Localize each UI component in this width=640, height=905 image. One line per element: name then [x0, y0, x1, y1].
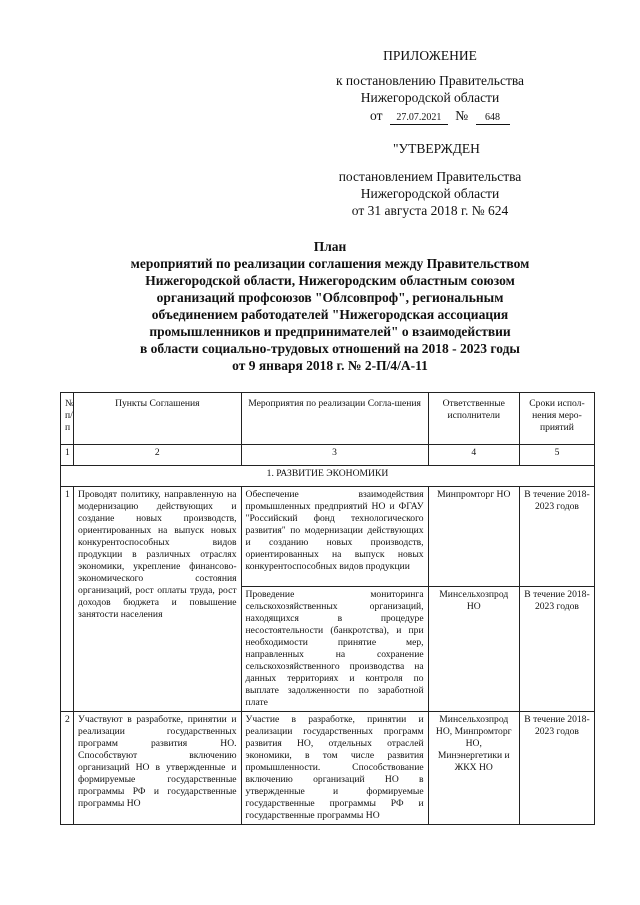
title-line-5: объединением работодателей "Нижегородская ассоциация	[151, 307, 509, 322]
col-header-executors: Ответственные исполнители	[428, 393, 519, 445]
col-header-number: № п/п	[61, 393, 74, 445]
row-number: 2	[61, 712, 74, 825]
approved-line-1: постановлением Правительства	[338, 169, 522, 184]
decree-line-1: к постановлению Правительства	[335, 73, 525, 88]
table-row	[61, 712, 595, 825]
col-number: 2	[74, 445, 241, 466]
activity-text: Участие в разработке, принятии и реализации государственных программ развития НО, отдельных отраслей экономики, в том числе развития промышленности. Способствование включению организаций НО в утвержденные и формируемые государственные программы РФ и государственные программы НО	[241, 712, 428, 825]
activity-executor: Минсельхозпрод НО	[428, 587, 519, 712]
col-number: 3	[241, 445, 428, 466]
title-line-8: от 9 января 2018 г. № 2-П/4/А-11	[232, 358, 428, 373]
col-header-activities: Мероприятия по реализации Согла-шения	[241, 393, 428, 445]
approved-label: "УТВЕРЖДЕН	[393, 141, 480, 156]
column-number-row	[61, 445, 595, 466]
col-header-points: Пункты Соглашения	[74, 393, 241, 445]
agreement-point: Проводят политику, направленную на модернизацию действующих и создание новых производств, ориентированных на выпуск новых конкурентоспособных видов продукции в различных отраслях экономики, укрепление финансово-экономического состояния организаций, рост оплаты труда, рост доходов бюджета и повышение занятости населения	[74, 487, 241, 712]
decree-date-number	[370, 107, 510, 125]
appendix-title: ПРИЛОЖЕНИЕ	[383, 48, 477, 63]
section-title: 1. РАЗВИТИЕ ЭКОНОМИКИ	[61, 466, 595, 487]
col-number: 1	[61, 445, 74, 466]
appendix-decree	[330, 72, 530, 106]
approved-line-3: от 31 августа 2018 г. № 624	[351, 203, 509, 218]
activity-executor: Минсельхозпрод НО, Минпромторг НО, Минэнергетики и ЖКХ НО	[428, 712, 519, 825]
col-number: 5	[519, 445, 594, 466]
activity-term: В течение 2018-2023 годов	[519, 587, 594, 712]
col-number: 4	[428, 445, 519, 466]
decree-line-2: Нижегородской области	[360, 90, 500, 105]
title-line-1: План	[313, 239, 347, 254]
title-line-3: Нижегородской области, Нижегородским областным союзом	[145, 273, 515, 288]
section-row	[61, 466, 595, 487]
row-number: 1	[61, 487, 74, 712]
activity-term: В течение 2018-2023 годов	[519, 712, 594, 825]
title-line-2: мероприятий по реализации соглашения между Правительством	[130, 256, 530, 271]
activity-term: В течение 2018-2023 годов	[519, 487, 594, 587]
activity-executor: Минпромторг НО	[428, 487, 519, 587]
activity-text: Проведение мониторинга сельскохозяйственных организаций, находящихся в процедуре несостоятельности (банкротства), и при необходимости принятие мер, направленных на сохранение сельскохозяйственного производства на данных территориях и контроля по выплате задолженности по заработной плате	[241, 587, 428, 712]
title-line-4: организаций профсоюзов "Облсовпроф", региональным	[156, 290, 504, 305]
table-header-row	[61, 393, 595, 445]
number-label: №	[455, 108, 469, 123]
from-label: от	[370, 108, 383, 123]
approved-line-2: Нижегородской области	[360, 186, 500, 201]
decree-date: 27.07.2021	[390, 111, 448, 125]
agreement-point: Участвуют в разработке, принятии и реализации государственных программ развития НО. Способствуют включению организаций НО в утвержденные и формируемые государственные программы РФ и государственные программы НО	[74, 712, 241, 825]
plan-title	[60, 238, 600, 374]
plan-table	[60, 392, 595, 825]
activity-text: Обеспечение взаимодействия промышленных предприятий НО и ФГАУ "Российский фонд технологического развития" по модернизации действующих и созданию новых производств, ориентированных на выпуск новых конкурентоспособных видов продукции	[241, 487, 428, 587]
approved-block	[330, 168, 530, 219]
title-line-6: промышленников и предпринимателей" о взаимодействии	[149, 324, 511, 339]
decree-number: 648	[476, 111, 510, 125]
col-header-terms: Сроки испол-нения меро-приятий	[519, 393, 594, 445]
title-line-7: в области социально-трудовых отношений на 2018 - 2023 годы	[140, 341, 520, 356]
table-row	[61, 487, 595, 587]
